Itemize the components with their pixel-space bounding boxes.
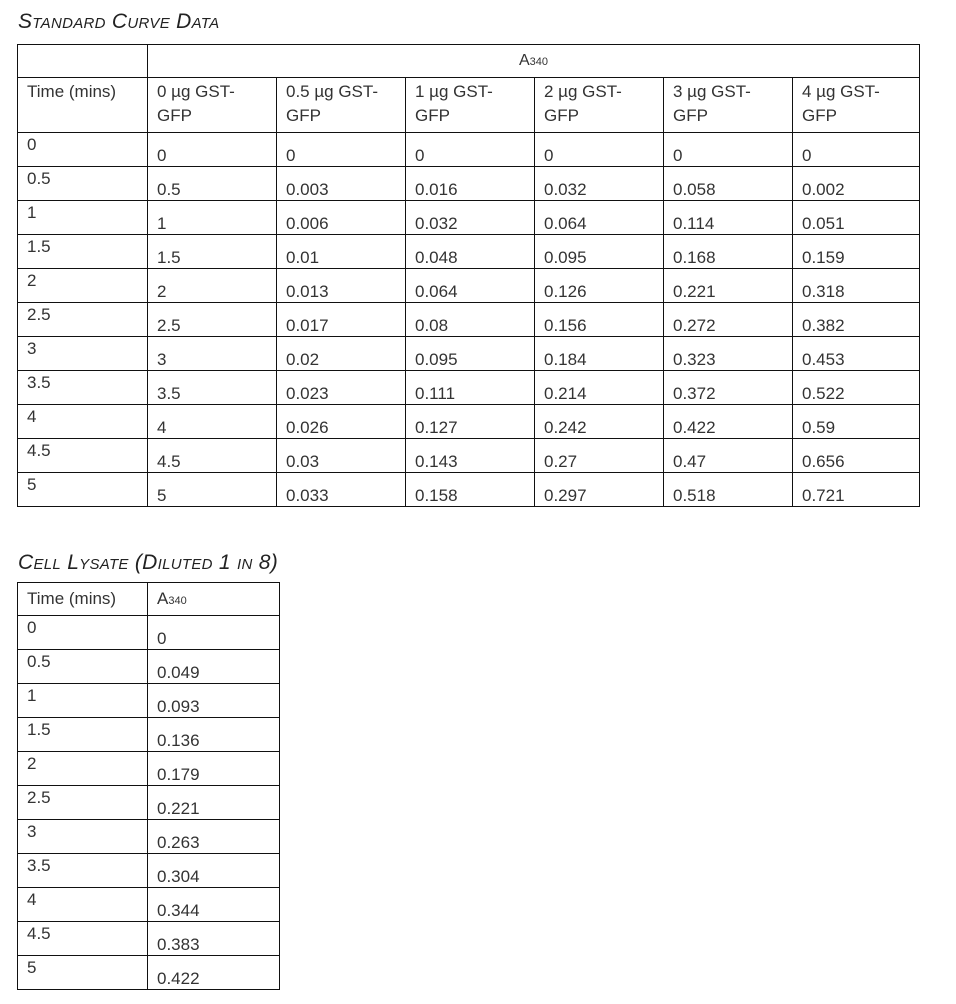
a340-subscript: 340 (529, 56, 549, 68)
table-row (18, 650, 280, 684)
absorbance-cell: 0.051 (793, 201, 920, 235)
time-cell: 1.5 (18, 718, 148, 752)
absorbance-cell: 0.049 (148, 650, 280, 684)
time-cell: 2.5 (18, 303, 148, 337)
amount-column-header: 3 µg GST-GFP (664, 78, 793, 133)
standard-curve-table (17, 44, 920, 507)
absorbance-cell: 0.006 (277, 201, 406, 235)
table-row (18, 684, 280, 718)
absorbance-cell: 0 (148, 616, 280, 650)
amount-column-header: 2 µg GST-GFP (535, 78, 664, 133)
cell-lysate-table (17, 582, 280, 990)
absorbance-cell: 0.372 (664, 371, 793, 405)
absorbance-cell: 0.048 (406, 235, 535, 269)
absorbance-cell: 0 (406, 133, 535, 167)
time-cell: 1.5 (18, 235, 148, 269)
a340-subscript: 340 (168, 595, 187, 607)
a340-label: A (157, 589, 169, 608)
time-cell: 0.5 (18, 650, 148, 684)
absorbance-cell: 0.168 (664, 235, 793, 269)
absorbance-cell: 0.297 (535, 473, 664, 507)
absorbance-cell: 0.017 (277, 303, 406, 337)
absorbance-cell: 0.033 (277, 473, 406, 507)
time-cell: 3 (18, 820, 148, 854)
absorbance-cell: 0.08 (406, 303, 535, 337)
amount-column-header: 0 µg GST-GFP (148, 78, 277, 133)
time-cell: 0.5 (18, 167, 148, 201)
absorbance-cell: 0.422 (148, 956, 280, 990)
absorbance-cell: 0.023 (277, 371, 406, 405)
absorbance-cell: 0.453 (793, 337, 920, 371)
absorbance-cell: 0.304 (148, 854, 280, 888)
absorbance-cell: 0.59 (793, 405, 920, 439)
absorbance-cell: 0.093 (148, 684, 280, 718)
absorbance-cell: 0.136 (148, 718, 280, 752)
absorbance-cell: 0.064 (406, 269, 535, 303)
table-row (18, 752, 280, 786)
amount-column-header: 4 µg GST-GFP (793, 78, 920, 133)
absorbance-cell: 3.5 (148, 371, 277, 405)
a340-group-header (148, 45, 920, 78)
time-cell: 1 (18, 201, 148, 235)
time-column-header: Time (mins) (18, 583, 148, 616)
absorbance-cell: 0.221 (664, 269, 793, 303)
absorbance-cell: 2 (148, 269, 277, 303)
absorbance-cell: 0.382 (793, 303, 920, 337)
time-cell: 2.5 (18, 786, 148, 820)
table-row (18, 922, 280, 956)
table-row (18, 303, 920, 337)
table-row (18, 235, 920, 269)
absorbance-cell: 0.03 (277, 439, 406, 473)
absorbance-cell: 0.263 (148, 820, 280, 854)
amount-column-header: 0.5 µg GST-GFP (277, 78, 406, 133)
absorbance-cell: 0.126 (535, 269, 664, 303)
absorbance-cell: 0.47 (664, 439, 793, 473)
absorbance-cell: 0.721 (793, 473, 920, 507)
table-header-group-row (18, 45, 920, 78)
table-row (18, 133, 920, 167)
absorbance-cell: 0.095 (535, 235, 664, 269)
time-cell: 5 (18, 956, 148, 990)
absorbance-cell: 0.064 (535, 201, 664, 235)
absorbance-cell: 0.656 (793, 439, 920, 473)
time-cell: 3 (18, 337, 148, 371)
absorbance-cell: 5 (148, 473, 277, 507)
absorbance-cell: 0.013 (277, 269, 406, 303)
absorbance-cell: 0.27 (535, 439, 664, 473)
absorbance-cell: 0.058 (664, 167, 793, 201)
a340-column-header (148, 583, 280, 616)
absorbance-cell: 0.002 (793, 167, 920, 201)
table-row (18, 616, 280, 650)
absorbance-cell: 0.127 (406, 405, 535, 439)
absorbance-cell: 0.114 (664, 201, 793, 235)
time-cell: 4.5 (18, 922, 148, 956)
absorbance-cell: 0.156 (535, 303, 664, 337)
absorbance-cell: 0.522 (793, 371, 920, 405)
absorbance-cell: 0.032 (535, 167, 664, 201)
table-row (18, 473, 920, 507)
cell-lysate-heading: Cell Lysate (Diluted 1 in 8) (18, 551, 279, 574)
absorbance-cell: 0 (148, 133, 277, 167)
time-cell: 5 (18, 473, 148, 507)
absorbance-cell: 0.344 (148, 888, 280, 922)
table-row (18, 786, 280, 820)
absorbance-cell: 0 (664, 133, 793, 167)
absorbance-cell: 0.242 (535, 405, 664, 439)
absorbance-cell: 0.272 (664, 303, 793, 337)
time-cell: 0 (18, 616, 148, 650)
column-header-row (18, 583, 280, 616)
a340-label: A (519, 52, 530, 69)
table-row (18, 956, 280, 990)
table-row (18, 405, 920, 439)
table-row (18, 269, 920, 303)
absorbance-cell: 0 (535, 133, 664, 167)
absorbance-cell: 0.032 (406, 201, 535, 235)
time-cell: 0 (18, 133, 148, 167)
time-column-header: Time (mins) (18, 78, 148, 133)
absorbance-cell: 0.159 (793, 235, 920, 269)
absorbance-cell: 0 (277, 133, 406, 167)
time-cell: 2 (18, 269, 148, 303)
time-cell: 3.5 (18, 854, 148, 888)
absorbance-cell: 0.323 (664, 337, 793, 371)
absorbance-cell: 4.5 (148, 439, 277, 473)
absorbance-cell: 0.02 (277, 337, 406, 371)
absorbance-cell: 0.221 (148, 786, 280, 820)
absorbance-cell: 3 (148, 337, 277, 371)
time-cell: 3.5 (18, 371, 148, 405)
absorbance-cell: 1 (148, 201, 277, 235)
absorbance-cell: 0 (793, 133, 920, 167)
table-row (18, 718, 280, 752)
absorbance-cell: 0.003 (277, 167, 406, 201)
standard-curve-heading: Standard Curve Data (18, 10, 220, 33)
absorbance-cell: 0.214 (535, 371, 664, 405)
time-cell: 4 (18, 888, 148, 922)
absorbance-cell: 1.5 (148, 235, 277, 269)
amount-column-header: 1 µg GST-GFP (406, 78, 535, 133)
time-cell: 4.5 (18, 439, 148, 473)
table-row (18, 888, 280, 922)
absorbance-cell: 0.318 (793, 269, 920, 303)
absorbance-cell: 2.5 (148, 303, 277, 337)
table-row (18, 167, 920, 201)
column-header-row (18, 78, 920, 133)
time-cell: 2 (18, 752, 148, 786)
absorbance-cell: 0.179 (148, 752, 280, 786)
time-cell: 1 (18, 684, 148, 718)
absorbance-cell: 0.184 (535, 337, 664, 371)
absorbance-cell: 0.143 (406, 439, 535, 473)
table-row (18, 371, 920, 405)
time-cell: 4 (18, 405, 148, 439)
table-row (18, 439, 920, 473)
absorbance-cell: 0.111 (406, 371, 535, 405)
absorbance-cell: 0.158 (406, 473, 535, 507)
absorbance-cell: 0.016 (406, 167, 535, 201)
table-row (18, 201, 920, 235)
absorbance-cell: 0.01 (277, 235, 406, 269)
absorbance-cell: 0.422 (664, 405, 793, 439)
table-row (18, 820, 280, 854)
absorbance-cell: 4 (148, 405, 277, 439)
absorbance-cell: 0.518 (664, 473, 793, 507)
absorbance-cell: 0.095 (406, 337, 535, 371)
empty-corner-cell (18, 45, 148, 78)
table-row (18, 854, 280, 888)
table-row (18, 337, 920, 371)
absorbance-cell: 0.383 (148, 922, 280, 956)
absorbance-cell: 0.5 (148, 167, 277, 201)
absorbance-cell: 0.026 (277, 405, 406, 439)
